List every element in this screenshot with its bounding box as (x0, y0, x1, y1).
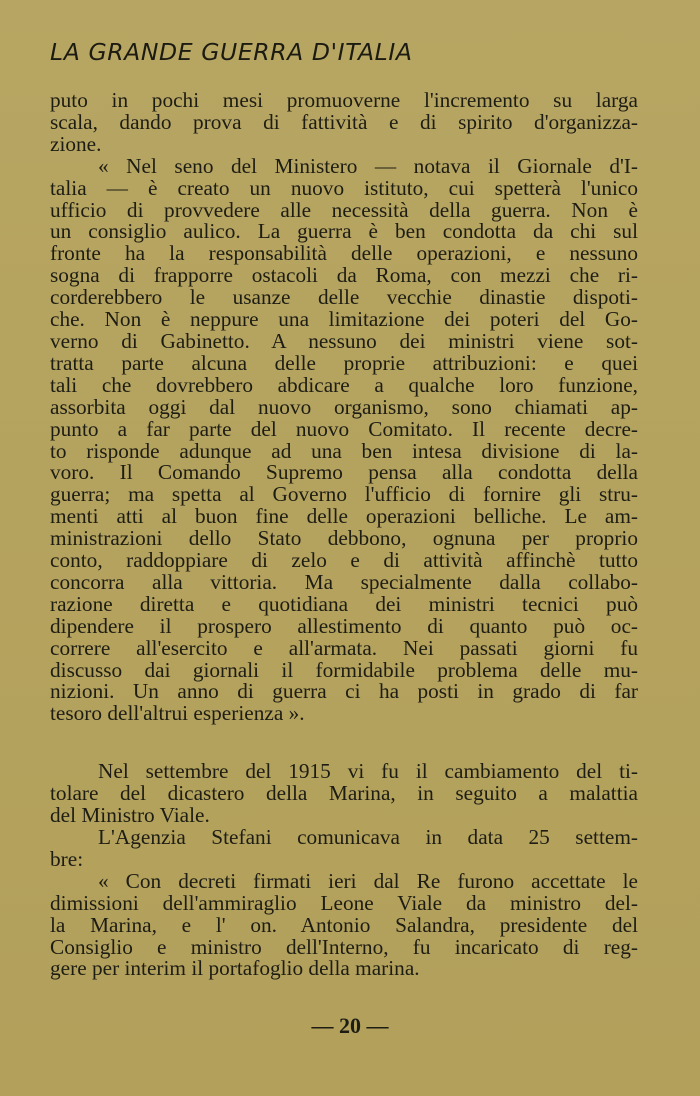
text-line: tali che dovrebbero abdicare a qualche loro funzione, (50, 372, 638, 397)
text-line: la Marina, e l' on. Antonio Salandra, presidente del (50, 912, 638, 937)
text-line: gere per interim il portafoglio della marina. (50, 956, 420, 981)
text-line: tratta parte alcuna delle proprie attribuzioni: e quei (50, 350, 638, 375)
text-line: conto, raddoppiare di zelo e di attività affinchè tutto (50, 548, 638, 573)
text-line: verno di Gabinetto. A nessuno dei ministri viene sot- (50, 328, 638, 353)
text-line: zione. (50, 131, 102, 156)
paragraph-quote-decreti (50, 868, 638, 981)
text-line: puto in pochi mesi promuoverne l'incremento su larga (50, 88, 638, 112)
text-line: razione diretta e quotidiana dei ministri tecnici può (50, 591, 638, 616)
text-line: Consiglio e ministro dell'Interno, fu incaricato di reg- (50, 934, 638, 959)
text-line: « Nel seno del Ministero — notava il Giornale d'I- (98, 153, 638, 178)
text-line: concorra alla vittoria. Ma specialmente dalla collabo- (50, 569, 638, 594)
text-line: un consiglio aulico. La guerra è ben condotta da chi sul (50, 219, 638, 244)
text-line: scala, dando prova di fattività e di spirito d'organizza- (50, 109, 638, 134)
text-line: dipendere il prospero allestimento di quanto può oc- (50, 613, 638, 638)
text-line: sogna di frapporre ostacoli da Roma, con mezzi che ri- (50, 263, 638, 288)
text-line: ufficio di provvedere alle necessità della guerra. Non è (50, 197, 638, 222)
text-line: Nel settembre del 1915 vi fu il cambiamento del ti- (98, 759, 638, 784)
text-line: correre all'esercito e all'armata. Nei passati giorni fu (50, 635, 638, 660)
text-line: del Ministro Viale. (50, 803, 210, 828)
paragraph-continuation (50, 90, 638, 156)
paragraph-gap (50, 725, 638, 761)
text-line: guerra; ma spetta al Governo l'ufficio di fornire gli stru- (50, 482, 638, 507)
body-text (50, 90, 638, 980)
text-line: bre: (50, 846, 84, 871)
text-line: talia — è creato un nuovo istituto, cui spetterà l'unico (50, 175, 638, 200)
text-line: discusso dai giornali il formidabile problema delle mu- (50, 657, 638, 682)
paragraph-quote-giornale (50, 153, 638, 726)
text-line: fronte ha la responsabilità delle operazioni, e nessuno (50, 241, 638, 266)
text-line: assorbita oggi dal nuovo organismo, sono chiamati ap- (50, 394, 638, 419)
text-line: voro. Il Comando Supremo pensa alla condotta della (50, 460, 638, 485)
text-line: corderebbero le usanze delle vecchie dinastie dispoti- (50, 285, 638, 310)
text-line: dimissioni dell'ammiraglio Leone Viale da ministro del- (50, 890, 638, 915)
page-number: — 20 — (311, 1013, 389, 1038)
text-line: tesoro dell'altrui esperienza ». (50, 701, 305, 726)
text-line: menti atti al buon fine delle operazioni belliche. Le am- (50, 504, 638, 529)
text-line: tolare del dicastero della Marina, in seguito a malattia (50, 781, 638, 806)
text-line: che. Non è neppure una limitazione dei poteri del Go- (50, 307, 638, 332)
text-line: punto a far parte del nuovo Comitato. Il recente decre- (50, 416, 638, 441)
paragraph-ministro-viale (50, 761, 638, 827)
running-title: LA GRANDE GUERRA D'ITALIA (50, 38, 413, 66)
paragraph-agenzia-stefani (50, 827, 638, 871)
text-line: L'Agenzia Stefani comunicava in data 25 settem- (98, 825, 638, 849)
text-line: nizioni. Un anno di guerra ci ha posti in grado di far (50, 679, 638, 704)
text-line: ministrazioni dello Stato debbono, ognuna per proprio (50, 526, 638, 551)
text-line: to risponde adunque ad una ben intesa divisione di la- (50, 438, 638, 463)
text-line: « Con decreti firmati ieri dal Re furono accettate le (98, 868, 638, 893)
